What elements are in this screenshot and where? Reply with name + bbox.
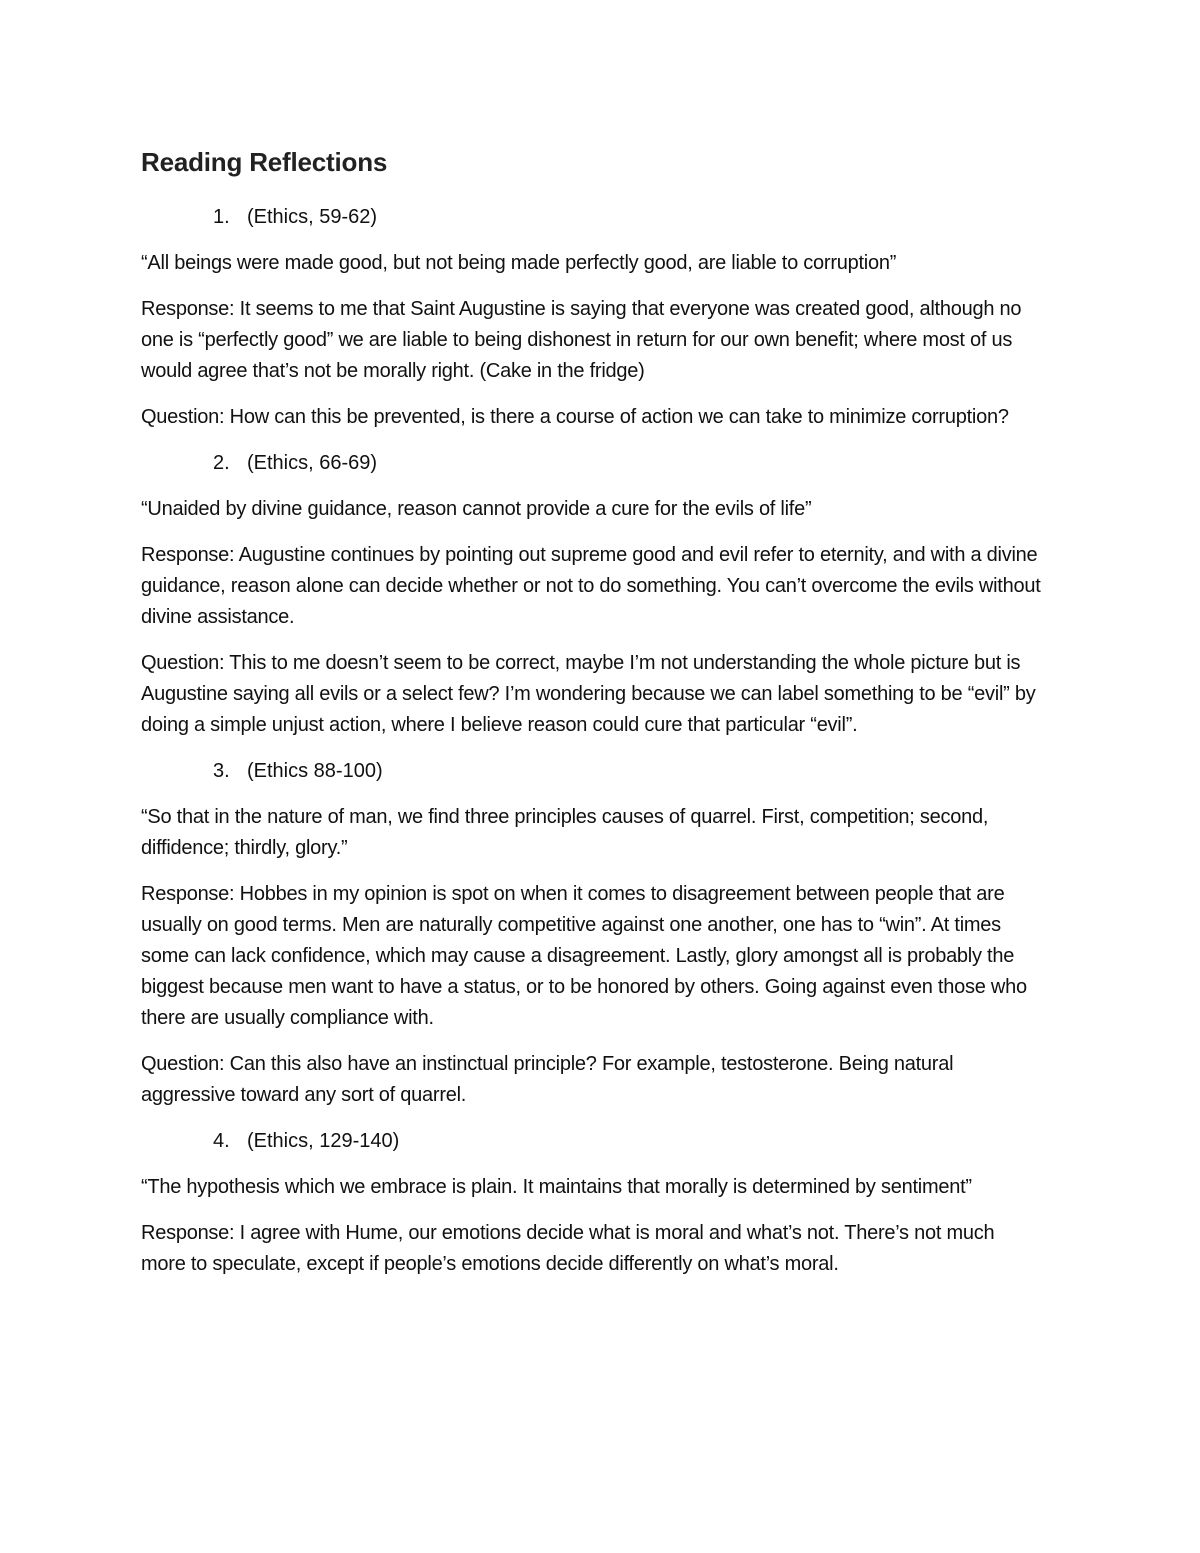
section-response: Response: Augustine continues by pointing out supreme good and evil refer to eternity, and with a divine guidance, reason alone can decide whether or not to do something. You can’t overcome the evils without divine assistance.: [141, 544, 1041, 628]
section-reference: (Ethics 88-100): [247, 760, 383, 782]
section-reference: (Ethics, 59-62): [247, 206, 378, 228]
section-response: Response: Hobbes in my opinion is spot on when it comes to disagreement between people that are usually on good terms. Men are naturally competitive against one another, one has to “win”. At times some can lack confidence, which may cause a disagreement. Lastly, glory amongst all is probably the biggest because men want to have a status, or to be honored by others. Going against even those who there are usually compliance with.: [141, 883, 1027, 1029]
section-quote: “All beings were made good, but not being made perfectly good, are liable to corruption”: [141, 252, 897, 274]
section-number: 1.: [213, 206, 230, 228]
section-heading: [141, 1126, 1041, 1157]
document-body: [141, 142, 1041, 1295]
section-number: 4.: [213, 1130, 230, 1152]
section-reference: (Ethics, 129-140): [247, 1130, 400, 1152]
document-title: Reading Reflections: [141, 147, 388, 177]
section-heading: [141, 756, 1041, 787]
section-question: Question: How can this be prevented, is there a course of action we can take to minimize corruption?: [141, 406, 1009, 428]
section-response: Response: It seems to me that Saint Augustine is saying that everyone was created good, although no one is “perfectly good” we are liable to being dishonest in return for our own benefit; where most of us would agree that’s not be morally right. (Cake in the fridge): [141, 298, 1022, 382]
section-heading: [141, 202, 1041, 233]
section-reference: (Ethics, 66-69): [247, 452, 378, 474]
section-question: Question: This to me doesn’t seem to be correct, maybe I’m not understanding the whole picture but is Augustine saying all evils or a select few? I’m wondering because we can label something to be “evil” by doing a simple unjust action, where I believe reason could cure that particular “evil”.: [141, 652, 1036, 736]
section-question: Question: Can this also have an instinctual principle? For example, testosterone. Being natural aggressive toward any sort of quarrel.: [141, 1053, 954, 1106]
section-quote: “So that in the nature of man, we find three principles causes of quarrel. First, competition; second, diffidence; thirdly, glory.”: [141, 806, 989, 859]
section-quote: “The hypothesis which we embrace is plain. It maintains that morally is determined by sentiment”: [141, 1176, 972, 1198]
section-response: Response: I agree with Hume, our emotions decide what is moral and what’s not. There’s not much more to speculate, except if people’s emotions decide differently on what’s moral.: [141, 1222, 995, 1275]
section-heading: [141, 448, 1041, 479]
section-number: 2.: [213, 452, 230, 474]
section-quote: “Unaided by divine guidance, reason cannot provide a cure for the evils of life”: [141, 498, 812, 520]
section-number: 3.: [213, 760, 230, 782]
